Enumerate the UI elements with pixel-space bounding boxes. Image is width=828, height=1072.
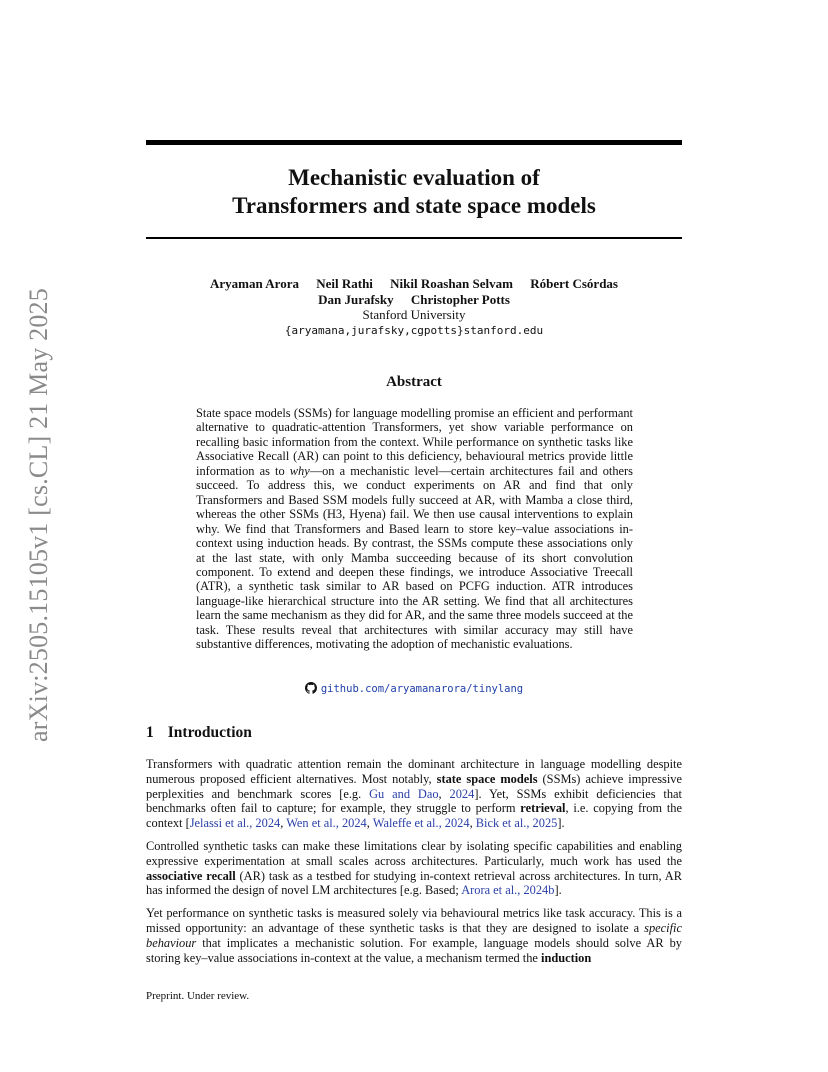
abstract-heading: Abstract xyxy=(386,374,442,390)
body-text: that implicates a mechanistic solution. For example, language models should solve AR by storing key–value associations in-context at the value, a mechanism termed the xyxy=(146,935,682,965)
citation-link[interactable]: Arora et al., 2024b xyxy=(461,883,555,898)
title-line-2: Transformers and state space models xyxy=(232,193,596,218)
body-text: (SSMs) achieve impressive perplexities and benchmark scores [e.g. xyxy=(146,771,682,801)
body-text: , xyxy=(280,816,287,831)
arxiv-sidebar-stamp xyxy=(26,266,52,764)
abstract-emphasis: why xyxy=(289,463,310,478)
citation-link[interactable]: Waleffe et al., 2024 xyxy=(372,816,470,831)
author-name: Nikil Roashan Selvam xyxy=(390,276,513,291)
citation-link[interactable]: Jelassi et al., 2024 xyxy=(189,816,281,831)
author-name: Neil Rathi xyxy=(316,276,373,291)
author-name: Dan Jurafsky xyxy=(318,291,394,307)
paragraph-1 xyxy=(146,757,682,831)
paragraph-3 xyxy=(146,906,682,965)
author-name: Christopher Potts xyxy=(410,291,510,307)
citation-link[interactable]: Wen et al., 2024 xyxy=(286,816,367,831)
body-text: Controlled synthetic tasks can make these limitations clear by isolating specific capabilities and enabling expressive experimentation at small scales across architectures. Particularly, much work has used the xyxy=(146,838,682,868)
citation-link[interactable]: Bick et al., 2025 xyxy=(475,816,558,831)
body-text: ]. xyxy=(557,816,565,831)
section-number: 1 xyxy=(146,724,154,741)
title-line-1: Mechanistic evaluation of xyxy=(288,165,540,190)
repo-link-row xyxy=(146,682,682,695)
body-text: , xyxy=(469,816,476,831)
abstract-text: —on a mechanistic level—certain architectures fail and others succeed. To address this, we conduct experiments on AR and find that only Transformers and Based SSM models fully succeed at AR, with Mamba a close third, whereas the other SSMs (H3, Hyena) fail. We then use causal interventions to explain why. We find that Transformers and Based learn to store key–value associations in-context using induction heads. By contrast, the SSMs compute these associations only at the last state, with only Mamba succeeding because of its short convolution component. To extend and deepen these findings, we introduce Associative Treecall (ATR), a synthetic task similar to AR based on PCFG induction. ATR introduces language-like hierarchical structure into the AR setting. We find that all architectures learn the same mechanism as they did for AR, and the same three models succeed at the task. These results reveal that architectures with similar accuracy may still have substantive differences, motivating the adoption of mechanistic evaluations. xyxy=(196,463,633,652)
author-emails: {aryamana,jurafsky,cgpotts}stanford.edu xyxy=(284,323,544,337)
arxiv-id: arXiv:2505.15105v1 [cs.CL] 21 May 2025 xyxy=(24,288,53,742)
body-text: , xyxy=(438,786,450,801)
footer-note: Preprint. Under review. xyxy=(146,990,250,1002)
author-names-line-2 xyxy=(146,292,682,308)
abstract-text: State space models (SSMs) for language modelling promise an efficient and performant alternative to quadratic-attention Transformers, yet show variable performance on recalling basic information from the context. While performance on synthetic tasks like Associative Recall (AR) can point to this deficiency, behavioural metrics provide little information as to xyxy=(196,406,633,478)
github-icon xyxy=(305,682,317,694)
citation-link[interactable]: 2024 xyxy=(449,786,475,801)
body-text: Transformers with quadratic attention remain the dominant architecture in language modelling despite numerous proposed efficient alternatives. Most notably, xyxy=(146,757,682,786)
abstract-body xyxy=(196,406,633,652)
affiliation: Stanford University xyxy=(362,307,466,322)
body-text: (AR) task as a testbed for studying in-context retrieval across architectures. In turn, AR has informed the design of novel LM architectures [e.g. Based; xyxy=(146,868,682,898)
paragraph-2 xyxy=(146,839,682,898)
author-block xyxy=(146,276,682,338)
italic-term: specific behaviour xyxy=(146,920,682,950)
author-names-line-1 xyxy=(146,276,682,292)
repo-link[interactable]: github.com/aryamanarora/tinylang xyxy=(320,683,524,695)
author-name: Róbert Csórdas xyxy=(530,276,618,291)
author-name: Aryaman Arora xyxy=(210,276,299,291)
introduction-body xyxy=(146,757,682,973)
title-bottom-rule xyxy=(146,237,682,239)
section-title: Introduction xyxy=(167,724,252,741)
bold-term: state space models xyxy=(436,771,538,786)
body-text: Yet performance on synthetic tasks is measured solely via behavioural metrics like task accuracy. This is a missed opportunity: an advantage of these synthetic tasks is that they are designed to isolate a xyxy=(146,906,682,935)
bold-term: induction xyxy=(541,950,592,965)
bold-term: retrieval xyxy=(520,801,566,816)
bold-term: associative recall xyxy=(146,868,236,883)
body-text: ]. Yet, SSMs exhibit deficiencies that benchmarks often fail to capture; for example, they struggle to perform xyxy=(146,786,682,816)
paper-title xyxy=(146,164,682,220)
body-text: , xyxy=(366,816,373,831)
body-text: , i.e. copying from the context [ xyxy=(146,801,682,831)
body-text: ]. xyxy=(554,883,562,898)
citation-link[interactable]: Gu and Dao xyxy=(369,786,439,801)
title-top-rule xyxy=(146,140,682,145)
section-heading xyxy=(146,724,252,742)
